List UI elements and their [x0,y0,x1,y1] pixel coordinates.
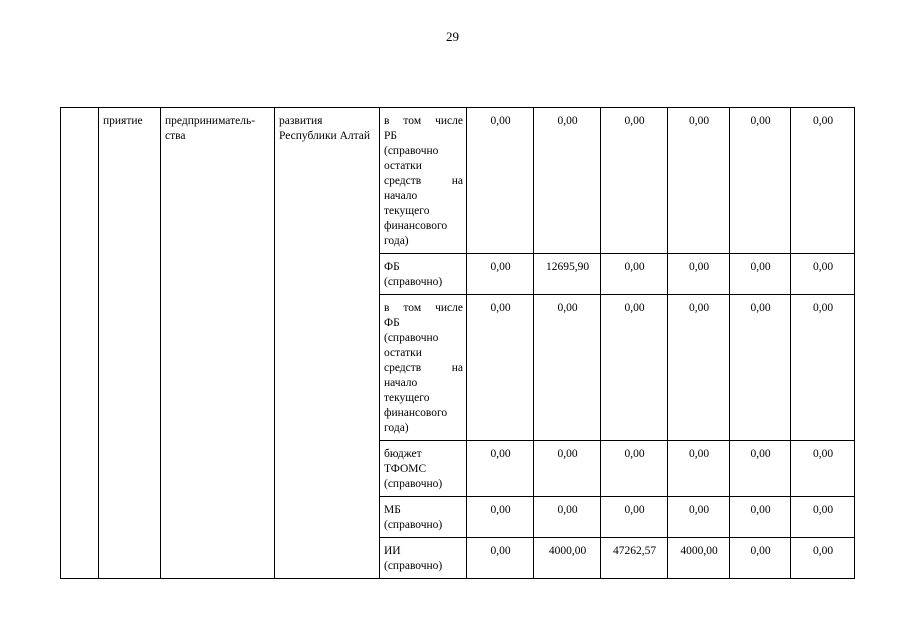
value-cell: 0,00 [601,441,668,497]
program-name-cell: предприниматель-ства [161,108,275,579]
source-line: остатки [384,160,422,172]
source-line: года) [384,235,409,247]
value-cell: 4000,00 [668,538,730,579]
source-line: ТФОМС [384,463,427,475]
page-number: 29 [446,29,459,44]
value-cell: 0,00 [601,108,668,254]
source-line: финансового [384,407,448,419]
value-cell: 0,00 [467,108,534,254]
funding-source-cell [380,295,467,441]
source-line: бюджет [384,448,422,460]
source-line: текущего [384,205,430,217]
source-line: в том числе [384,302,463,314]
budget-table [60,107,855,579]
value-cell: 0,00 [730,497,791,538]
value-cell: 0,00 [668,108,730,254]
value-cell: 0,00 [467,497,534,538]
value-cell: 0,00 [668,295,730,441]
event-name-cell: приятие [99,108,161,579]
value-cell: 0,00 [791,497,855,538]
source-line: начало [384,377,418,389]
source-line: средств на [384,175,463,187]
source-line: финансового [384,220,448,232]
value-cell: 12695,90 [534,254,601,295]
source-line: начало [384,190,418,202]
value-cell: 0,00 [668,441,730,497]
source-line: года) [384,422,409,434]
source-line: (справочно) [384,560,443,572]
value-cell: 0,00 [601,295,668,441]
source-line: (справочно [384,145,439,157]
value-cell: 0,00 [601,497,668,538]
value-cell: 0,00 [534,108,601,254]
source-line: текущего [384,392,430,404]
value-cell: 0,00 [791,295,855,441]
funding-source-cell [380,108,467,254]
value-cell: 0,00 [791,538,855,579]
value-cell: 0,00 [730,295,791,441]
source-line: остатки [384,347,422,359]
source-line: средств на [384,362,463,374]
value-cell: 4000,00 [534,538,601,579]
value-cell: 0,00 [467,254,534,295]
value-cell: 0,00 [668,254,730,295]
funding-source-cell [380,441,467,497]
source-line: РБ [384,130,397,142]
table-row [61,108,855,254]
value-cell: 0,00 [668,497,730,538]
value-cell: 0,00 [791,108,855,254]
source-line: МБ [384,504,401,516]
source-line: (справочно) [384,478,443,490]
value-cell: 0,00 [534,497,601,538]
value-cell: 0,00 [534,441,601,497]
value-cell: 0,00 [730,108,791,254]
funding-source-cell [380,254,467,295]
value-cell: 0,00 [467,295,534,441]
value-cell: 0,00 [467,538,534,579]
source-line: ИИ [384,545,401,557]
value-cell: 47262,57 [601,538,668,579]
source-line: ФБ [384,317,400,329]
funding-source-cell [380,497,467,538]
value-cell: 0,00 [534,295,601,441]
funding-source-cell [380,538,467,579]
value-cell: 0,00 [791,441,855,497]
executor-cell: развития Республики Алтай [275,108,380,579]
source-line: (справочно) [384,519,443,531]
source-line: (справочно [384,332,439,344]
value-cell: 0,00 [467,441,534,497]
source-line: в том числе [384,115,463,127]
source-line: (справочно) [384,276,443,288]
value-cell: 0,00 [730,254,791,295]
value-cell: 0,00 [791,254,855,295]
row-number-cell [61,108,99,579]
value-cell: 0,00 [730,441,791,497]
value-cell: 0,00 [601,254,668,295]
source-line: ФБ [384,261,400,273]
value-cell: 0,00 [730,538,791,579]
